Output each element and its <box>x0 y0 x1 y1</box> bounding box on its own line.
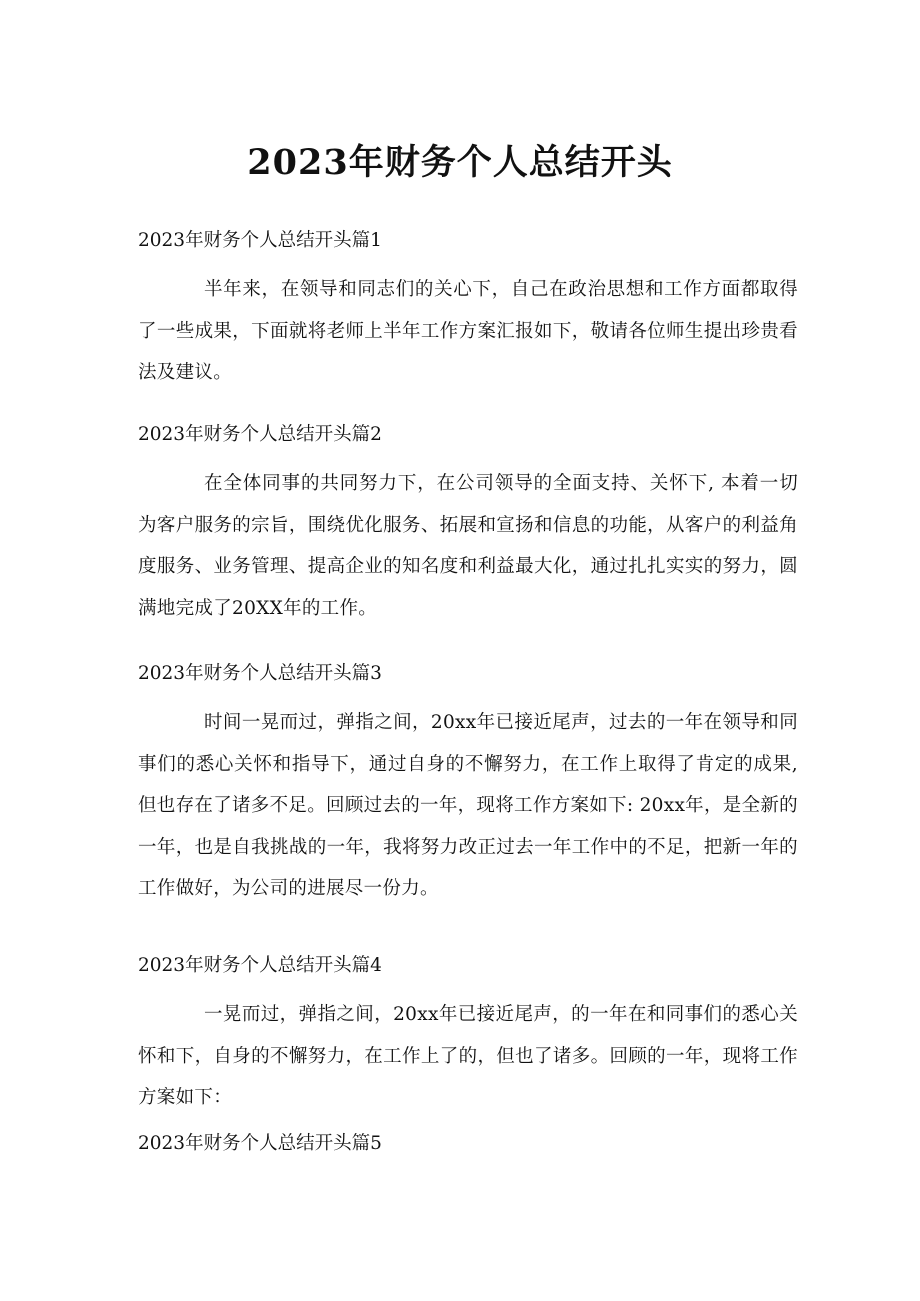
section-body: 一晃而过，弹指之间，20xx年已接近尾声，的一年在和同事们的悉心关怀和下，自身的不懈努力，在工作上了的，但也了诸多。回顾的一年，现将工作方案如下： <box>138 1004 798 1108</box>
section-heading: 2023年财务个人总结开头篇1 <box>138 230 382 251</box>
section-heading: 2023年财务个人总结开头篇5 <box>138 1133 382 1154</box>
section-heading: 2023年财务个人总结开头篇2 <box>138 424 382 445</box>
section-body: 在全体同事的共同努力下，在公司领导的全面支持、关怀下, 本着一切为客户服务的宗旨，围绕优化服务、拓展和宣扬和信息的功能，从客户的利益角度服务、业务管理、提高企业的知名度和利益最大化，通过扎扎实实的努力，圆满地完成了20XX年的工作。 <box>138 473 798 619</box>
section-2 <box>138 421 798 629</box>
section-4 <box>138 952 798 1119</box>
section-body: 半年来，在领导和同志们的关心下，自己在政治思想和工作方面都取得了一些成果，下面就将老师上半年工作方案汇报如下，敬请各位师生提出珍贵看法及建议。 <box>138 279 798 383</box>
section-body: 时间一晃而过，弹指之间，20xx年已接近尾声，过去的一年在领导和同事们的悉心关怀和指导下，通过自身的不懈努力，在工作上取得了肯定的成果,但也存在了诸多不足。回顾过去的一年，现将工作方案如下: 20xx年，是全新的一年，也是自我挑战的一年，我将努力改正过去一年工作中的不足，把新一年的工作做好，为公司的进展尽一份力。 <box>138 712 798 899</box>
section-3 <box>138 660 798 910</box>
section-heading: 2023年财务个人总结开头篇4 <box>138 955 382 976</box>
section-heading: 2023年财务个人总结开头篇3 <box>138 663 382 684</box>
section-1 <box>138 227 798 394</box>
section-5 <box>138 1130 798 1158</box>
document-title: 2023年财务个人总结开头 <box>247 142 673 183</box>
